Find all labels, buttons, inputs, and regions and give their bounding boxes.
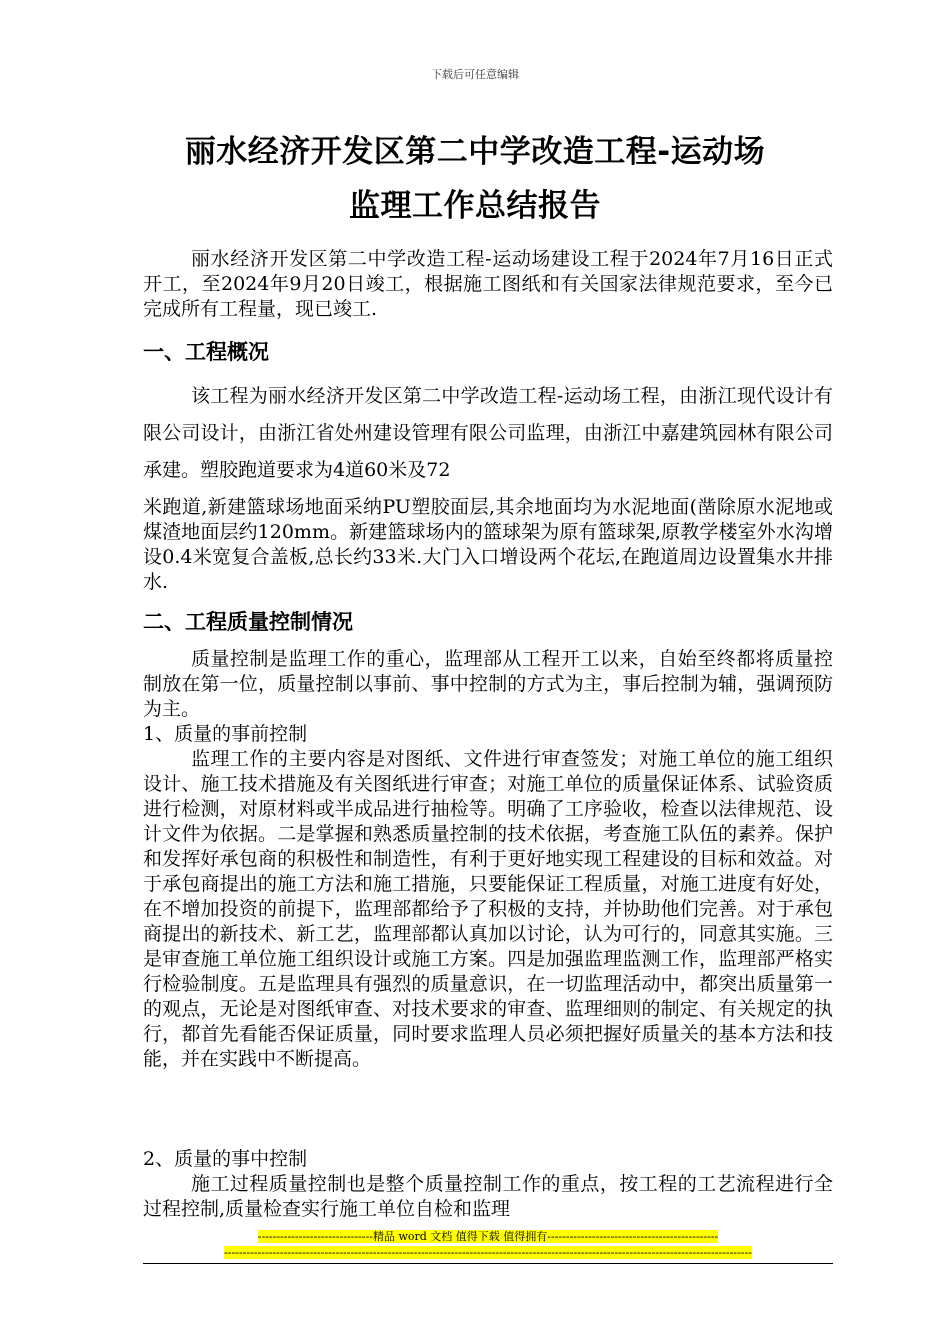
section1-paragraph-b: 米跑道,新建篮球场地面采纳PU塑胶面层,其余地面均为水泥地面(凿除原水泥地或煤渣地面层约120mm。新建篮球场内的篮球架为原有篮球架,原教学楼室外水沟增设0.4米宽复合盖板,总长约33米.大门入口增设两个花坛,在跑道周边设置集水井排水. [143, 496, 833, 593]
footer-rule [143, 1263, 833, 1264]
subsection2-paragraph: 施工过程质量控制也是整个质量控制工作的重点，按工程的工艺流程进行全过程控制,质量检查实行施工单位自检和监理 [143, 1173, 833, 1220]
subsection2-heading: 2、质量的事中控制 [143, 1148, 308, 1170]
section2-intro-paragraph: 质量控制是监理工作的重心，监理部从工程开工以来，自始至终都将质量控制放在第一位，质量控制以事前、事中控制的方式为主，事后控制为辅，强调预防为主。 [143, 648, 833, 720]
subsection1-heading: 1、质量的事前控制 [143, 723, 308, 745]
subsection1-paragraph: 监理工作的主要内容是对图纸、文件进行审查签发；对施工单位的施工组织设计、施工技术措施及有关图纸进行审查；对施工单位的质量保证体系、试验资质进行检测，对原材料或半成品进行抽检等。明确了工序验收，检查以法律规范、设计文件为依据。二是掌握和熟悉质量控制的技术依据，考查施工队伍的素养。保护和发挥好承包商的积极性和制造性，有利于更好地实现工程建设的目标和效益。对于承包商提出的施工方法和施工措施，只要能保证工程质量，对施工进度有好处，在不增加投资的前提下，监理部都给予了积极的支持，并协助他们完善。对于承包商提出的新技术、新工艺，监理部都认真加以讨论，认为可行的，同意其实施。三是审查施工单位施工组织设计或施工方案。四是加强监理监测工作，监理部严格实行检验制度。五是监理具有强烈的质量意识，在一切监理活动中，都突出质量第一的观点，无论是对图纸审查、对技术要求的审查、监理细则的制定、有关规定的执行，都首先看能否保证质量，同时要求监理人员必须把握好质量关的基本方法和技能，并在实践中不断提高。 [143, 748, 833, 1070]
header-note: 下载后可任意编辑 [431, 68, 519, 81]
section2-heading: 二、工程质量控制情况 [143, 610, 353, 634]
footer-banner-1 [188, 1229, 788, 1245]
intro-paragraph: 丽水经济开发区第二中学改造工程-运动场建设工程于2024年7月16日正式开工，至2024年9月20日竣工，根据施工图纸和有关国家法律规范要求，至今已完成所有工程量，现已竣工. [143, 248, 833, 320]
section1-paragraph-a: 该工程为丽水经济开发区第二中学改造工程-运动场工程，由浙江现代设计有限公司设计，由浙江省处州建设管理有限公司监理，由浙江中嘉建筑园林有限公司承建。塑胶跑道要求为4道60米及72 [143, 385, 833, 481]
section1-heading: 一、工程概况 [143, 340, 269, 364]
document-title-line1: 丽水经济开发区第二中学改造工程-运动场 [184, 134, 766, 170]
footer-banner-2 [188, 1245, 788, 1261]
footer-banner-1-text: -------------------------------精品 word 文档 值得下载 值得拥有---------------------------------------------- [257, 1230, 719, 1243]
footer-banner-2-text: ---------------------------------------------------------------------------------------------------------------------------------------------- [224, 1246, 752, 1259]
document-title-line2: 监理工作总结报告 [349, 188, 601, 224]
